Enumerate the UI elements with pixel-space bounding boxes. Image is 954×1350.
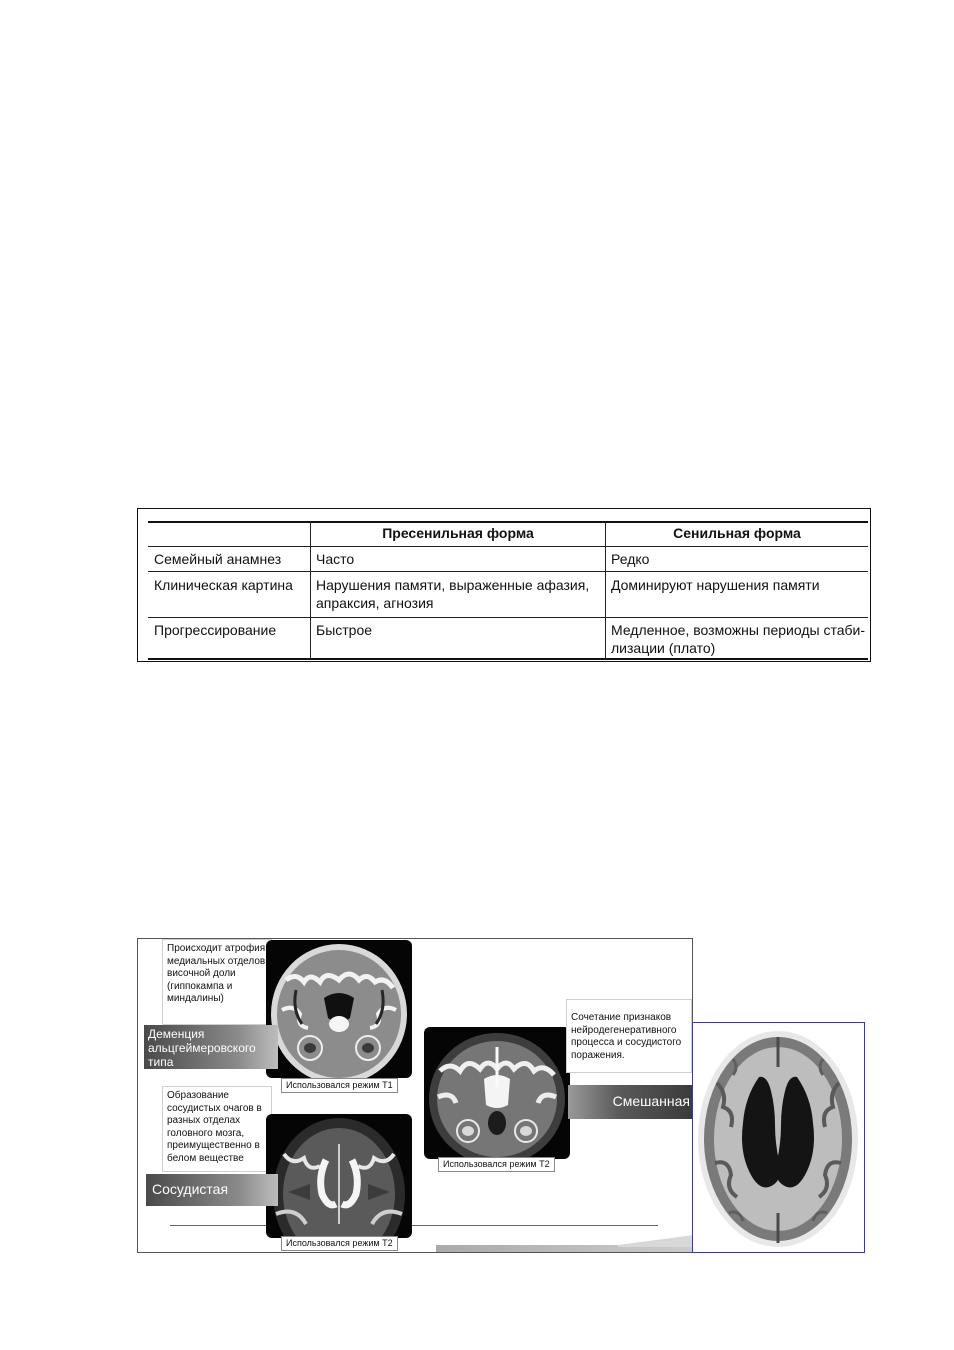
row-label: Семейный анамнез [154,551,282,567]
caption-line: (гиппокампа и [167,980,233,992]
caption-line: белом веществе [167,1152,244,1164]
vascular-mode-label: Использовался режим Т2 [281,1236,398,1251]
axial-mri-image [692,1022,865,1253]
cell-presenile: Нарушения памяти, выраженные афазия, [316,577,590,593]
cell-senile: Медленное, возможны периоды стаби- [611,622,865,638]
figure-footer-wedge [618,1235,693,1247]
mixed-mode-label: Использовался режим Т2 [438,1157,555,1172]
caption-line: Образование [167,1090,229,1101]
mixed-banner: Смешанная [568,1085,693,1119]
comparison-table [137,508,871,662]
cell-senile: Редко [611,551,650,567]
caption-line: височной доли [167,968,236,979]
table-header-rule [148,546,868,547]
mixed-caption [566,999,692,1073]
row-label: Прогрессирование [154,622,277,638]
alzheimer-caption [162,939,272,1025]
caption-line: миндалины) [167,993,224,1004]
header-senile: Сенильная форма [673,525,801,541]
caption-line: Происходит атрофия [167,943,266,954]
caption-line: сосудистых очагов в [167,1102,262,1114]
banner-line: Деменция [148,1027,205,1041]
cell-presenile: Быстрое [316,622,373,638]
table-row-rule [148,571,868,572]
caption-line: головного мозга, [167,1127,245,1139]
figure-divider [170,1225,658,1226]
caption-line: поражения. [571,1049,625,1061]
caption-line: нейродегенеративного [571,1024,677,1036]
mixed-mri-image [424,1027,570,1159]
caption-line: Сочетание признаков [571,1012,672,1023]
cell-senile: Доминируют нарушения памяти [611,577,820,593]
alzheimer-banner [144,1025,278,1069]
banner-line: альцгеймеровского [148,1041,256,1055]
table-row-rule [148,617,868,618]
caption-line: преимущественно в [167,1140,260,1151]
cell-presenile: Часто [316,551,355,567]
table-top-rule [148,521,868,523]
table-grid [148,515,868,659]
caption-line: процесса и сосудистого [571,1037,682,1048]
caption-line: медиальных отделов [167,955,266,967]
mri-figure [137,938,693,1253]
cell-senile: лизации (плато) [611,640,716,656]
vascular-mri-image [266,1114,412,1238]
header-presenile: Пресенильная форма [382,525,534,541]
banner-line: типа [148,1055,174,1069]
alzheimer-mode-label: Использовался режим Т1 [281,1078,398,1093]
vascular-caption [162,1086,272,1172]
alzheimer-mri-image [266,940,412,1078]
table-bottom-rule [148,658,868,660]
cell-presenile: апраксия, агнозия [316,595,434,611]
row-label: Клиническая картина [154,577,293,593]
vascular-banner: Сосудистая [146,1174,278,1206]
caption-line: разных отделах [167,1115,241,1126]
